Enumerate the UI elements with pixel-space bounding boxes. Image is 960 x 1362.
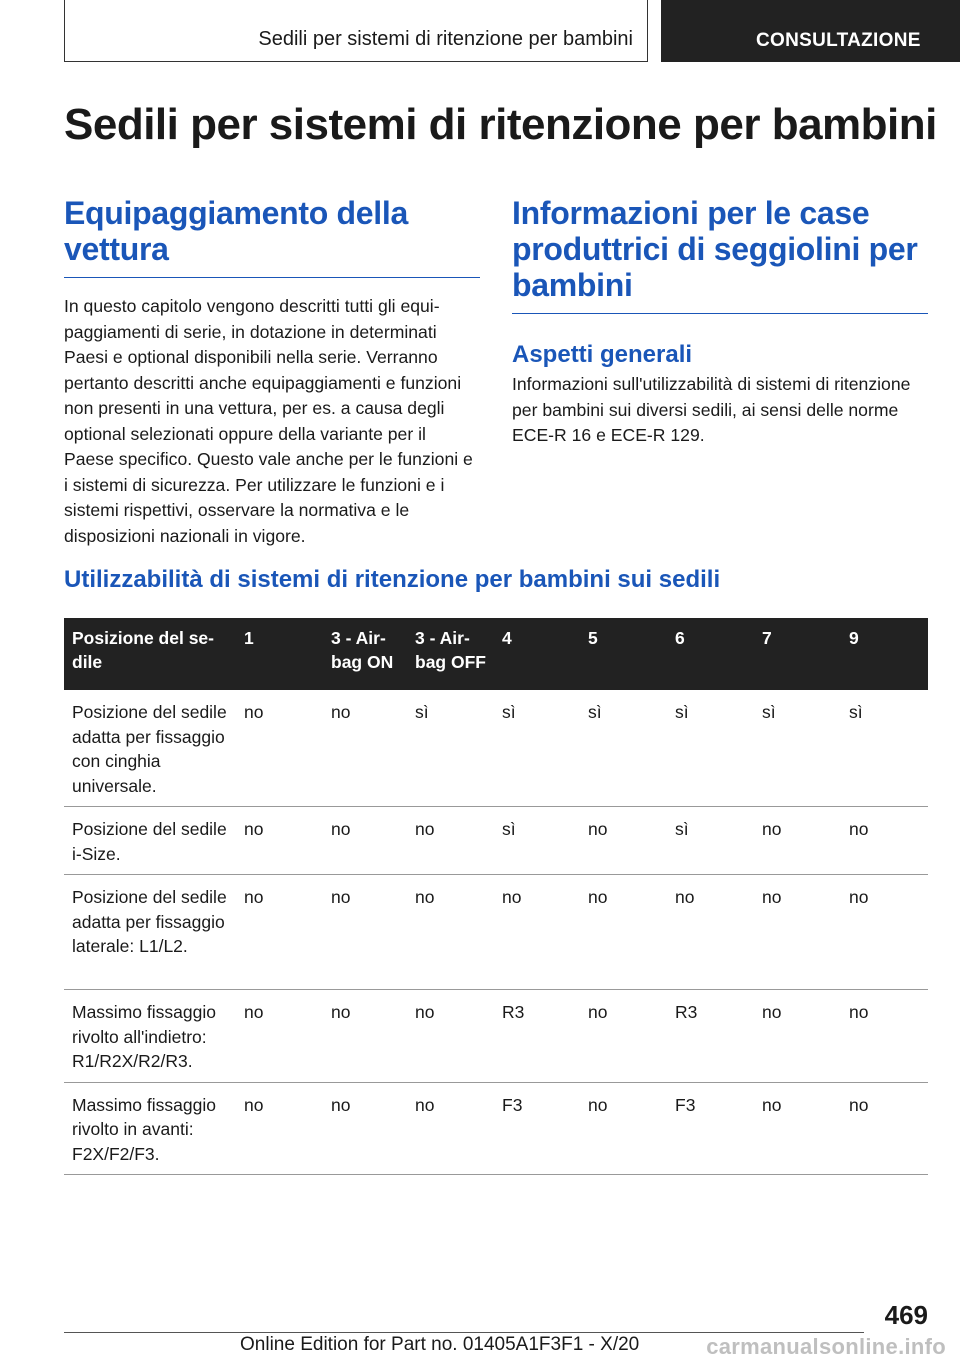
- table-cell: no: [754, 807, 841, 875]
- table-cell: no: [841, 1082, 928, 1175]
- table-header-row: [64, 618, 928, 690]
- table-row: [64, 990, 928, 1083]
- table-cell: no: [407, 990, 494, 1083]
- table-cell: sì: [494, 807, 580, 875]
- header-chapter-title: CONSULTAZIONE: [756, 30, 921, 51]
- table-cell: Posizione del sedile adatta per fissaggio con cinghia universale.: [64, 690, 236, 807]
- paragraph-vehicle-equipment: In questo capitolo vengono descritti tutti gli equipaggiamenti di serie, in dotazione in determinati Paesi e optional disponibili nella serie. Verranno pertanto descritti anche equipaggiamenti e funzioni non presenti in una vettura, per es. a causa degli optional selezionati oppure della variante per il Paese specifico. Questo vale anche per le funzioni e i sistemi di sicurezza. Per utilizzare le funzioni e i sistemi rispettivi, osservare la normativa e le disposizioni nazionali in vigore.: [64, 296, 473, 546]
- heading-manufacturer-info: Informazioni per le case produttrici di seggiolini per bambini: [512, 195, 928, 314]
- table-cell: no: [407, 807, 494, 875]
- table-title: Utilizzabilità di sistemi di ritenzione per bambini sui sedili: [64, 566, 721, 593]
- table-cell: sì: [494, 690, 580, 807]
- table-cell: no: [580, 1082, 667, 1175]
- table-header-cell: 1: [236, 618, 323, 690]
- table-cell: Posizione del sedile i-Size.: [64, 807, 236, 875]
- table-cell: Massimo fissaggio rivolto in avanti: F2X/F2/F3.: [64, 1082, 236, 1175]
- table-cell: no: [407, 1082, 494, 1175]
- paragraph-general-aspects: Informazioni sull'utilizzabilità di sistemi di ritenzione per bambini sui diversi sedili, ai sensi delle norme ECE-R 16 e ECE-R 129.: [512, 374, 911, 445]
- table-cell: no: [754, 990, 841, 1083]
- table-header-cell: 3 - Airbag OFF: [407, 618, 494, 690]
- table-cell: no: [323, 807, 407, 875]
- table-cell: no: [407, 875, 494, 990]
- table-cell: Posizione del sedile adatta per fissaggio laterale: L1/L2.: [64, 875, 236, 990]
- table-cell: R3: [494, 990, 580, 1083]
- table-cell: no: [580, 875, 667, 990]
- site-watermark: carmanualsonline.info: [706, 1334, 946, 1359]
- table-cell: sì: [407, 690, 494, 807]
- table-cell: no: [580, 990, 667, 1083]
- table-cell: Massimo fissaggio rivolto all'indietro: R1/R2X/R2/R3.: [64, 990, 236, 1083]
- subheading-general-aspects: Aspetti generali: [512, 341, 693, 368]
- footer-divider: [64, 1332, 864, 1333]
- page-number: 469: [884, 1300, 928, 1330]
- table-cell: sì: [667, 807, 754, 875]
- table-row: [64, 1082, 928, 1175]
- table-cell: no: [236, 690, 323, 807]
- footer-edition-text: Online Edition for Part no. 01405A1F3F1 - X/20: [240, 1334, 640, 1355]
- table-header-cell: 9: [841, 618, 928, 690]
- table-cell: no: [323, 1082, 407, 1175]
- table-cell: R3: [667, 990, 754, 1083]
- page-title: Sedili per sistemi di ritenzione per bambini: [64, 100, 937, 149]
- table-cell: no: [580, 807, 667, 875]
- table-header-cell: 7: [754, 618, 841, 690]
- table-cell: F3: [667, 1082, 754, 1175]
- table-cell: no: [236, 990, 323, 1083]
- table-header-cell: 6: [667, 618, 754, 690]
- table-cell: no: [841, 807, 928, 875]
- header-section-title: Sedili per sistemi di ritenzione per bambini: [258, 28, 633, 50]
- table-cell: no: [667, 875, 754, 990]
- table-cell: no: [841, 875, 928, 990]
- table-row: [64, 875, 928, 990]
- table-header-cell: 5: [580, 618, 667, 690]
- header-section-box: [64, 0, 648, 62]
- header-chapter-box: [661, 0, 960, 62]
- table-cell: no: [236, 875, 323, 990]
- right-column: [512, 195, 928, 449]
- table-row: [64, 690, 928, 807]
- table-header-cell: 3 - Airbag ON: [323, 618, 407, 690]
- table-row: [64, 807, 928, 875]
- table-cell: no: [236, 1082, 323, 1175]
- table-header-cell: 4: [494, 618, 580, 690]
- left-column: [64, 195, 480, 549]
- table-cell: no: [494, 875, 580, 990]
- table-cell: no: [323, 690, 407, 807]
- table-cell: sì: [667, 690, 754, 807]
- seat-usability-table: [64, 618, 928, 1175]
- table-header-cell: Posizione del sedile: [64, 618, 236, 690]
- table-cell: no: [841, 990, 928, 1083]
- table-cell: no: [323, 875, 407, 990]
- table-cell: no: [754, 875, 841, 990]
- table-cell: no: [236, 807, 323, 875]
- table-cell: no: [754, 1082, 841, 1175]
- table-cell: sì: [841, 690, 928, 807]
- heading-vehicle-equipment: Equipaggiamento della vettura: [64, 195, 480, 278]
- table-cell: sì: [580, 690, 667, 807]
- table-cell: sì: [754, 690, 841, 807]
- table-cell: F3: [494, 1082, 580, 1175]
- table-cell: no: [323, 990, 407, 1083]
